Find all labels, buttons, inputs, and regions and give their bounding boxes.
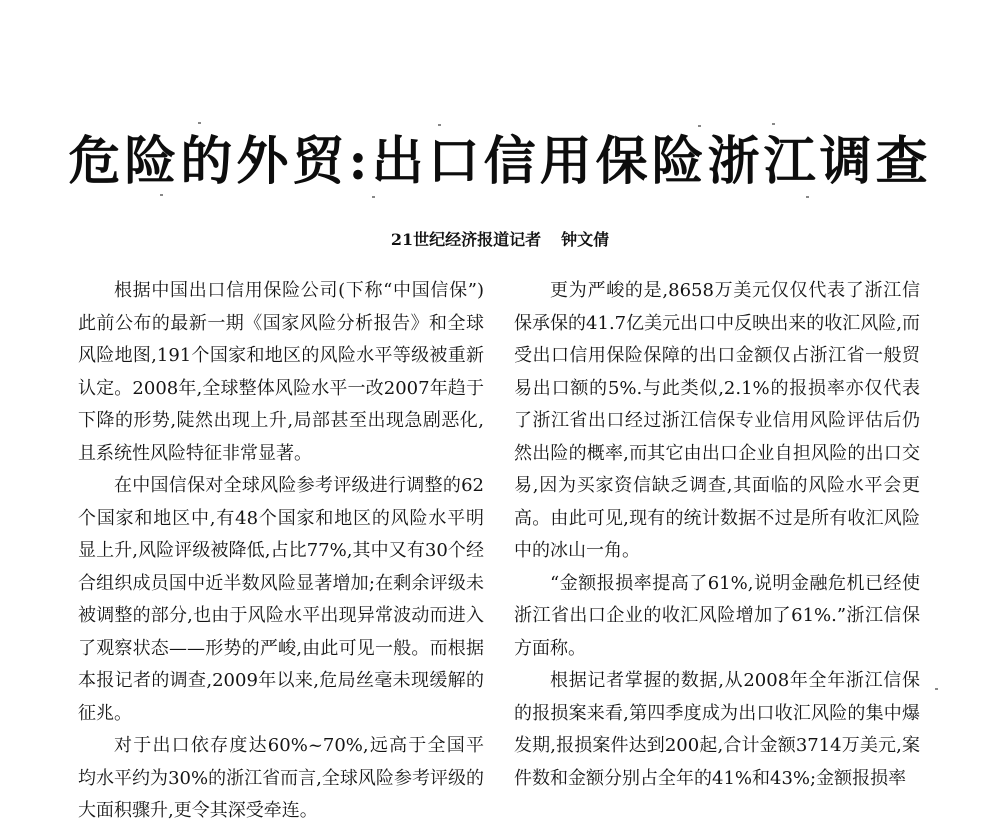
left-column xyxy=(78,275,484,828)
scan-speck xyxy=(438,124,441,126)
paragraph: 根据中国出口信用保险公司(下称“中国信保”)此前公布的最新一期《国家风险分析报告》和全球风险地图,191个国家和地区的风险水平等级被重新认定。2008年,全球整体风险水平一改2007年趋于下降的形势,陡然出现上升,局部甚至出现急剧恶化,且系统性风险特征非常显著。 xyxy=(78,280,484,464)
right-column xyxy=(514,275,920,795)
paragraph: 更为严峻的是,8658万美元仅仅代表了浙江信保承保的41.7亿美元出口中反映出来的收汇风险,而受出口信用保险保障的出口金额仅占浙江省一般贸易出口额的5%.与此类似,2.1%的报损率亦仅代表了浙江省出口经过浙江信保专业信用风险评估后仍然出险的概率,而其它由出口企业自担风险的出口交易,因为买家资信缺乏调查,其面临的风险水平会更高。由此可见,现有的统计数据不过是所有收汇风险中的冰山一角。 xyxy=(514,280,920,561)
byline-role: 21世纪经济报道记者 xyxy=(390,230,542,249)
scan-speck xyxy=(806,196,809,198)
scan-speck xyxy=(698,125,701,127)
scan-speck xyxy=(772,123,775,125)
byline-author: 钟文倩 xyxy=(561,230,610,249)
paragraph: 对于出口依存度达60%~70%,远高于全国平均水平约为30%的浙江省而言,全球风险参考评级的大面积骤升,更令其深受牵连。 xyxy=(78,735,484,821)
scan-speck xyxy=(935,688,938,690)
paragraph: “金额报损率提高了61%,说明金融危机已经使浙江省出口企业的收汇风险增加了61%.”浙江信保方面称。 xyxy=(514,572,920,659)
scan-speck xyxy=(372,196,375,198)
paragraph: 在中国信保对全球风险参考评级进行调整的62个国家和地区中,有48个国家和地区的风险水平明显上升,风险评级被降低,占比77%,其中又有30个经合组织成员国中近半数风险显著增加;在剩余评级未被调整的部分,也由于风险水平出现异常波动而进入了观察状态——形势的严峻,由此可见一般。而根据本报记者的调查,2009年以来,危局丝毫未现缓解的征兆。 xyxy=(78,475,484,724)
scan-speck xyxy=(160,194,163,196)
byline xyxy=(0,228,1000,252)
article-title: 危险的外贸:出口信用保险浙江调查 xyxy=(68,131,932,192)
paragraph: 根据记者掌握的数据,从2008年全年浙江信保的报损案来看,第四季度成为出口收汇风险的集中爆发期,报损案件达到200起,合计金额3714万美元,案件数和金额分别占全年的41%和43%;金额报损率 xyxy=(514,670,920,789)
scan-speck xyxy=(198,122,201,124)
